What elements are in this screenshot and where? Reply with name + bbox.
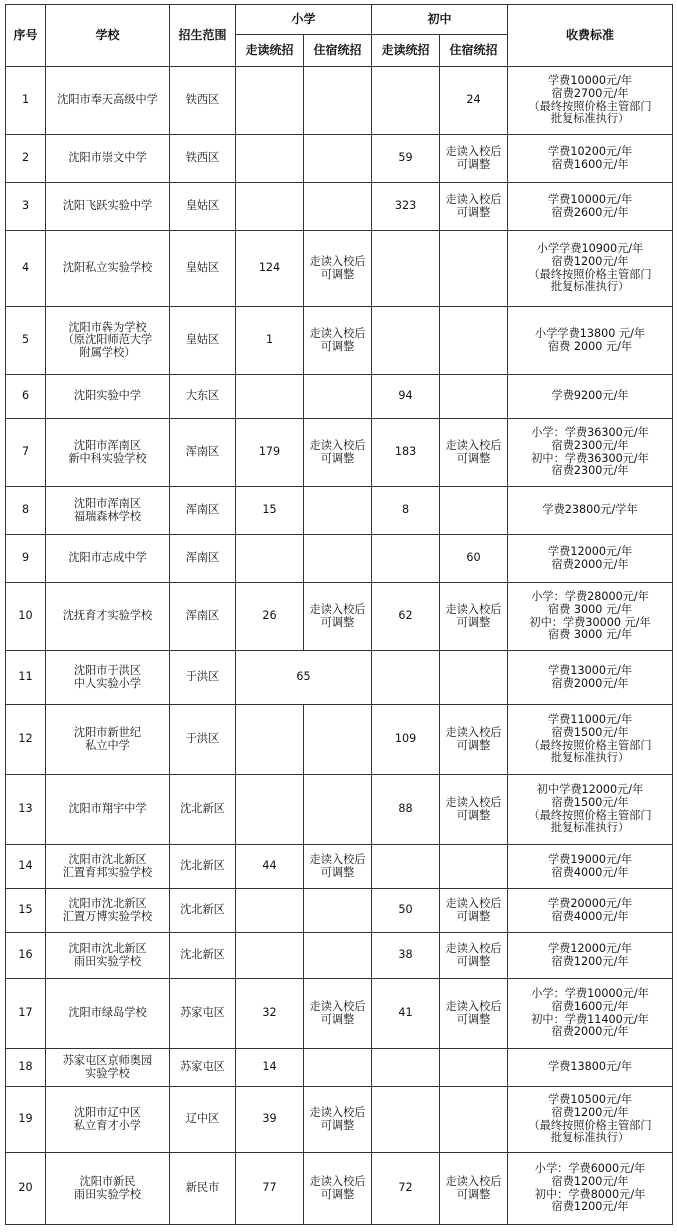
primary-board-quota: 走读入校后 可调整 [304, 231, 372, 307]
junior-day-quota: 50 [372, 889, 440, 933]
fee-standard: 学费9200元/年 [508, 375, 673, 419]
table-row [6, 307, 673, 375]
junior-board-quota: 走读入校后 可调整 [440, 135, 508, 183]
fee-standard: 小学学费10900元/年 宿费1200元/年 （最终按照价格主管部门 批复标准执行） [508, 231, 673, 307]
row-index: 19 [6, 1087, 46, 1153]
school-name: 沈阳私立实验学校 [46, 231, 170, 307]
fee-standard: 学费10000元/年 宿费2700元/年 （最终按照价格主管部门 批复标准执行） [508, 67, 673, 135]
junior-board-quota: 走读入校后 可调整 [440, 583, 508, 651]
row-index: 5 [6, 307, 46, 375]
junior-day-quota [372, 1049, 440, 1087]
fee-standard: 学费12000元/年 宿费2000元/年 [508, 535, 673, 583]
school-name: 沈阳市绿岛学校 [46, 979, 170, 1049]
primary-day-quota: 15 [236, 487, 304, 535]
junior-board-quota [440, 845, 508, 889]
table-row [6, 583, 673, 651]
district: 辽中区 [170, 1087, 236, 1153]
row-index: 16 [6, 933, 46, 979]
primary-board-quota [304, 775, 372, 845]
district: 浑南区 [170, 419, 236, 487]
primary-day-quota: 1 [236, 307, 304, 375]
junior-day-quota: 72 [372, 1153, 440, 1225]
primary-day-quota: 44 [236, 845, 304, 889]
row-index: 9 [6, 535, 46, 583]
school-name: 沈阳市浑南区 新中科实验学校 [46, 419, 170, 487]
primary-board-quota [304, 889, 372, 933]
district: 皇姑区 [170, 307, 236, 375]
primary-board-quota: 走读入校后 可调整 [304, 1087, 372, 1153]
junior-day-quota: 59 [372, 135, 440, 183]
primary-board-quota [304, 487, 372, 535]
row-index: 13 [6, 775, 46, 845]
header-junior-board: 住宿统招 [440, 35, 508, 67]
table-row [6, 845, 673, 889]
row-index: 18 [6, 1049, 46, 1087]
junior-board-quota: 走读入校后 可调整 [440, 889, 508, 933]
junior-board-quota: 走读入校后 可调整 [440, 979, 508, 1049]
district: 于洪区 [170, 705, 236, 775]
junior-board-quota: 走读入校后 可调整 [440, 705, 508, 775]
primary-day-quota: 32 [236, 979, 304, 1049]
header-fee: 收费标准 [508, 5, 673, 67]
school-name: 沈阳市浑南区 福瑞森林学校 [46, 487, 170, 535]
junior-day-quota [372, 1087, 440, 1153]
junior-day-quota: 41 [372, 979, 440, 1049]
school-name: 沈阳市新世纪 私立中学 [46, 705, 170, 775]
primary-board-quota [304, 67, 372, 135]
primary-board-quota: 走读入校后 可调整 [304, 583, 372, 651]
junior-day-quota [372, 535, 440, 583]
table-row [6, 933, 673, 979]
row-index: 14 [6, 845, 46, 889]
header-district: 招生范围 [170, 5, 236, 67]
district: 于洪区 [170, 651, 236, 705]
table-row [6, 705, 673, 775]
junior-board-quota: 走读入校后 可调整 [440, 1153, 508, 1225]
junior-board-quota [440, 375, 508, 419]
table-row [6, 231, 673, 307]
junior-board-quota [440, 231, 508, 307]
district: 沈北新区 [170, 845, 236, 889]
table-row [6, 889, 673, 933]
district: 新民市 [170, 1153, 236, 1225]
header-primary-day: 走读统招 [236, 35, 304, 67]
junior-day-quota: 38 [372, 933, 440, 979]
school-name: 沈阳市犇为学校 （原沈阳师范大学 附属学校） [46, 307, 170, 375]
table-row [6, 375, 673, 419]
district: 浑南区 [170, 535, 236, 583]
primary-day-quota [236, 933, 304, 979]
fee-table-container [5, 4, 673, 1225]
primary-day-quota [236, 889, 304, 933]
primary-board-quota: 走读入校后 可调整 [304, 307, 372, 375]
junior-board-quota: 24 [440, 67, 508, 135]
junior-day-quota: 94 [372, 375, 440, 419]
header-junior: 初中 [372, 5, 508, 35]
fee-standard: 学费10000元/年 宿费2600元/年 [508, 183, 673, 231]
header-primary: 小学 [236, 5, 372, 35]
district: 皇姑区 [170, 231, 236, 307]
primary-day-quota [236, 775, 304, 845]
junior-board-quota [440, 487, 508, 535]
primary-board-quota [304, 1049, 372, 1087]
row-index: 6 [6, 375, 46, 419]
table-row [6, 775, 673, 845]
fee-standard: 学费13000元/年 宿费2000元/年 [508, 651, 673, 705]
school-name: 沈阳市崇文中学 [46, 135, 170, 183]
junior-board-quota: 走读入校后 可调整 [440, 775, 508, 845]
fee-standard: 小学：学费36300元/年 宿费2300元/年 初中：学费36300元/年 宿费2300元/年 [508, 419, 673, 487]
row-index: 12 [6, 705, 46, 775]
row-index: 8 [6, 487, 46, 535]
school-fee-table [5, 4, 673, 1225]
primary-board-quota: 走读入校后 可调整 [304, 419, 372, 487]
fee-standard: 学费11000元/年 宿费1500元/年 （最终按照价格主管部门 批复标准执行） [508, 705, 673, 775]
header-row-top [6, 5, 673, 35]
junior-day-quota: 62 [372, 583, 440, 651]
table-body [6, 67, 673, 1225]
primary-day-quota [236, 135, 304, 183]
junior-board-quota: 走读入校后 可调整 [440, 933, 508, 979]
school-name: 沈阳市于洪区 中人实验小学 [46, 651, 170, 705]
table-row [6, 535, 673, 583]
primary-day-quota: 77 [236, 1153, 304, 1225]
header-junior-day: 走读统招 [372, 35, 440, 67]
table-row [6, 1049, 673, 1087]
school-name: 沈阳市志成中学 [46, 535, 170, 583]
district: 苏家屯区 [170, 979, 236, 1049]
primary-board-quota [304, 933, 372, 979]
district: 皇姑区 [170, 183, 236, 231]
junior-day-quota: 323 [372, 183, 440, 231]
primary-day-quota [236, 375, 304, 419]
fee-standard: 小学：学费28000元/年 宿费 3000 元/年 初中：学费30000 元/年 宿费 3000 元/年 [508, 583, 673, 651]
table-row [6, 979, 673, 1049]
primary-day-quota [236, 183, 304, 231]
row-index: 4 [6, 231, 46, 307]
school-name: 沈阳市新民 雨田实验学校 [46, 1153, 170, 1225]
junior-board-quota: 60 [440, 535, 508, 583]
school-name: 沈阳市翔宇中学 [46, 775, 170, 845]
table-row [6, 1087, 673, 1153]
primary-board-quota [304, 135, 372, 183]
row-index: 11 [6, 651, 46, 705]
table-row [6, 651, 673, 705]
row-index: 7 [6, 419, 46, 487]
fee-standard: 小学：学费10000元/年 宿费1600元/年 初中：学费11400元/年 宿费2000元/年 [508, 979, 673, 1049]
primary-day-quota [236, 535, 304, 583]
header-primary-board: 住宿统招 [304, 35, 372, 67]
row-index: 3 [6, 183, 46, 231]
school-name: 沈阳市沈北新区 汇置育邦实验学校 [46, 845, 170, 889]
header-index: 序号 [6, 5, 46, 67]
district: 浑南区 [170, 487, 236, 535]
row-index: 2 [6, 135, 46, 183]
row-index: 15 [6, 889, 46, 933]
fee-standard: 学费10200元/年 宿费1600元/年 [508, 135, 673, 183]
school-name: 沈阳市沈北新区 雨田实验学校 [46, 933, 170, 979]
district: 沈北新区 [170, 889, 236, 933]
primary-day-quota: 39 [236, 1087, 304, 1153]
junior-board-quota [440, 307, 508, 375]
junior-board-quota: 走读入校后 可调整 [440, 419, 508, 487]
row-index: 1 [6, 67, 46, 135]
fee-standard: 学费19000元/年 宿费4000元/年 [508, 845, 673, 889]
junior-board-quota: 走读入校后 可调整 [440, 183, 508, 231]
junior-day-quota: 8 [372, 487, 440, 535]
fee-standard: 学费20000元/年 宿费4000元/年 [508, 889, 673, 933]
primary-board-quota: 走读入校后 可调整 [304, 979, 372, 1049]
primary-day-quota: 26 [236, 583, 304, 651]
primary-day-quota: 14 [236, 1049, 304, 1087]
table-row [6, 183, 673, 231]
primary-board-quota [304, 535, 372, 583]
fee-standard: 学费12000元/年 宿费1200元/年 [508, 933, 673, 979]
junior-day-quota: 109 [372, 705, 440, 775]
primary-board-quota: 走读入校后 可调整 [304, 1153, 372, 1225]
school-name: 沈阳飞跃实验中学 [46, 183, 170, 231]
junior-day-quota: 88 [372, 775, 440, 845]
table-row [6, 487, 673, 535]
primary-board-quota: 走读入校后 可调整 [304, 845, 372, 889]
table-row [6, 1153, 673, 1225]
table-row [6, 67, 673, 135]
row-index: 10 [6, 583, 46, 651]
junior-board-quota [440, 1087, 508, 1153]
fee-standard: 学费23800元/学年 [508, 487, 673, 535]
primary-board-quota [304, 375, 372, 419]
junior-day-quota [372, 231, 440, 307]
header-school: 学校 [46, 5, 170, 67]
fee-standard: 小学：学费6000元/年 宿费1200元/年 初中：学费8000元/年 宿费1200元/年 [508, 1153, 673, 1225]
district: 沈北新区 [170, 775, 236, 845]
district: 沈北新区 [170, 933, 236, 979]
junior-day-quota: 183 [372, 419, 440, 487]
primary-day-quota: 124 [236, 231, 304, 307]
fee-standard: 初中学费12000元/年 宿费1500元/年 （最终按照价格主管部门 批复标准执行） [508, 775, 673, 845]
primary-board-quota [304, 705, 372, 775]
school-name: 沈阳市辽中区 私立育才小学 [46, 1087, 170, 1153]
junior-board-quota [440, 1049, 508, 1087]
fee-standard: 学费10500元/年 宿费1200元/年 （最终按照价格主管部门 批复标准执行） [508, 1087, 673, 1153]
row-index: 20 [6, 1153, 46, 1225]
school-name: 沈阳市奉天高级中学 [46, 67, 170, 135]
junior-board-quota [440, 651, 508, 705]
school-name: 沈阳市沈北新区 汇置万博实验学校 [46, 889, 170, 933]
table-row [6, 419, 673, 487]
fee-standard: 学费13800元/年 [508, 1049, 673, 1087]
district: 铁西区 [170, 67, 236, 135]
district: 铁西区 [170, 135, 236, 183]
primary-day-quota [236, 705, 304, 775]
junior-day-quota [372, 845, 440, 889]
school-name: 沈抚育才实验学校 [46, 583, 170, 651]
primary-merged-quota: 65 [236, 651, 372, 705]
junior-day-quota [372, 67, 440, 135]
primary-day-quota: 179 [236, 419, 304, 487]
primary-board-quota [304, 183, 372, 231]
table-row [6, 135, 673, 183]
district: 大东区 [170, 375, 236, 419]
fee-standard: 小学学费13800 元/年 宿费 2000 元/年 [508, 307, 673, 375]
district: 苏家屯区 [170, 1049, 236, 1087]
district: 浑南区 [170, 583, 236, 651]
primary-day-quota [236, 67, 304, 135]
school-name: 苏家屯区京师奥园 实验学校 [46, 1049, 170, 1087]
school-name: 沈阳实验中学 [46, 375, 170, 419]
junior-day-quota [372, 307, 440, 375]
row-index: 17 [6, 979, 46, 1049]
junior-day-quota [372, 651, 440, 705]
